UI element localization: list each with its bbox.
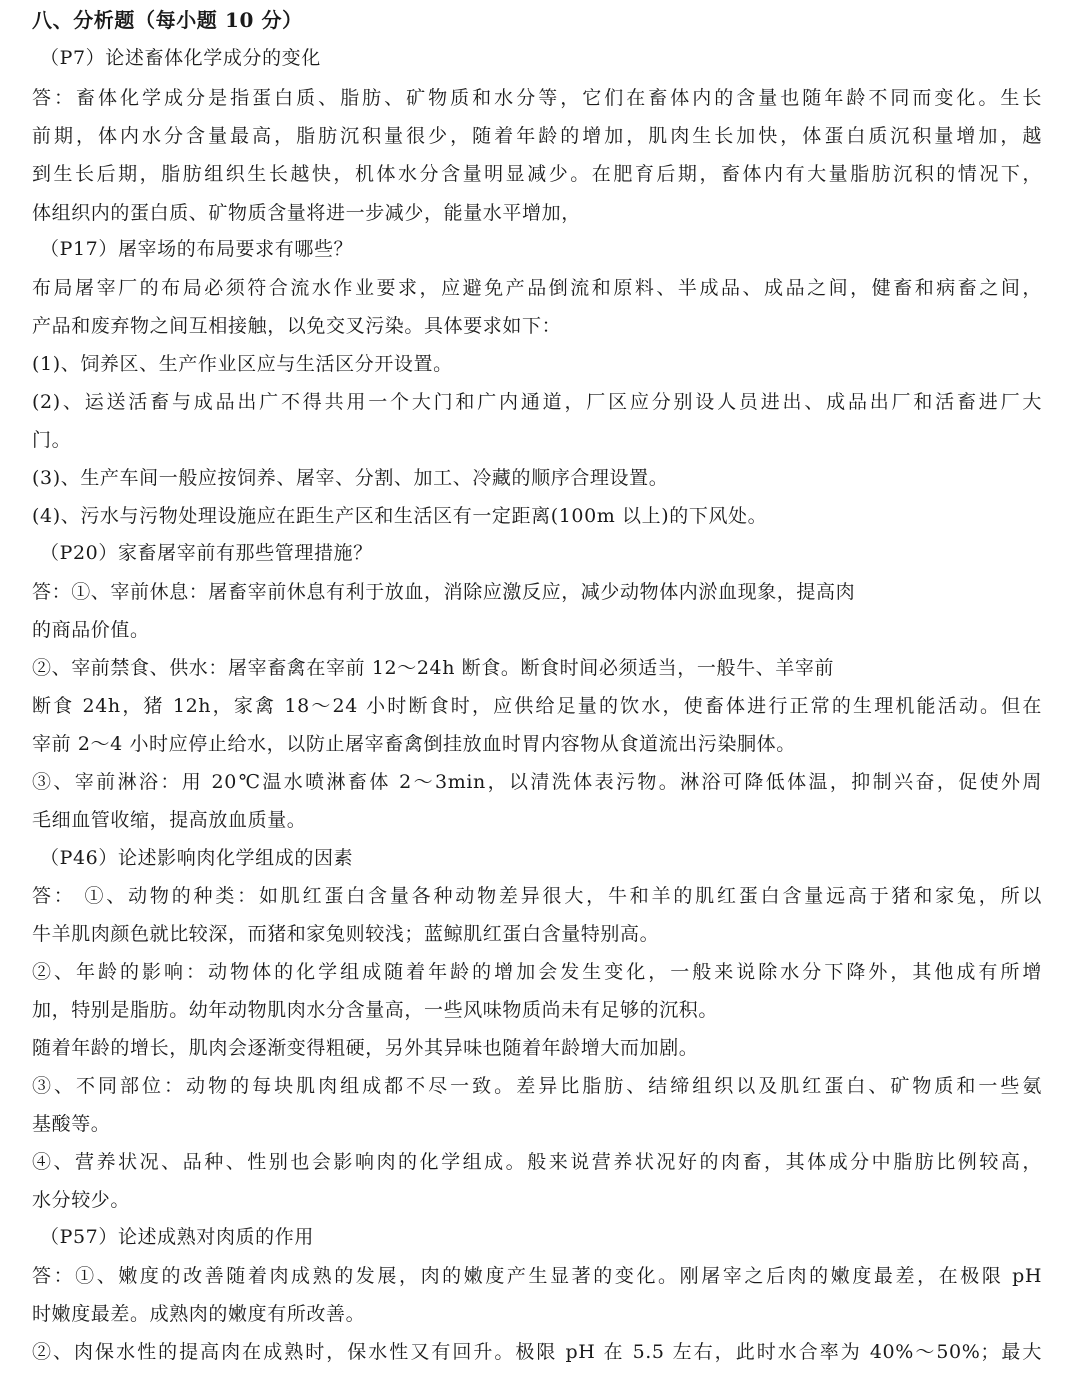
paragraph-line: 随着年龄的增长，肌肉会逐渐变得粗硬，另外其异味也随着年龄增大而加剧。 [32,1037,699,1059]
list-item: (3)、生产车间一般应按饲养、屠宰、分割、加工、冷藏的顺序合理设置。 [32,467,669,489]
paragraph-line: ②、宰前禁食、供水：屠宰畜禽在宰前 12～24h 断食。断食时间必须适当，一般牛、羊宰前 [32,657,835,679]
list-item: (2)、运送活畜与成品出广不得共用一个大门和广内通道，厂区应分别设人员进出、成品出厂和活畜进厂大 [32,391,1042,413]
paragraph-line: 答：畜体化学成分是指蛋白质、脂肪、矿物质和水分等，它们在畜体内的含量也随年龄不同而变化。生长 [32,87,1042,109]
paragraph-line: 布局屠宰厂的布局必须符合流水作业要求，应避免产品倒流和原料、半成品、成品之间，健畜和病畜之间， [32,277,1042,299]
list-item: (1)、饲养区、生产作业区应与生活区分开设置。 [32,353,453,375]
paragraph-line: 加，特别是脂肪。幼年动物肌肉水分含量高，一些风味物质尚未有足够的沉积。 [32,999,719,1021]
paragraph-line: ③、不同部位：动物的每块肌肉组成都不尽一致。差异比脂肪、结缔组织以及肌红蛋白、矿物质和一些氨 [32,1075,1042,1097]
paragraph-line: 体组织内的蛋白质、矿物质含量将进一步减少，能量水平增加， [32,202,581,224]
question-title-p46: （P46）论述影响肉化学组成的因素 [40,847,354,869]
section-heading: 八、分析题（每小题 10 分） [32,8,303,32]
question-title-p7: （P7）论述畜体化学成分的变化 [40,47,321,69]
paragraph-line: ④、营养状况、品种、性别也会影响肉的化学组成。般来说营养状况好的肉畜，其体成分中脂肪比例较高， [32,1151,1042,1173]
paragraph-line: 宰前 2～4 小时应停止给水，以防止屠宰畜禽倒挂放血时胃内容物从食道流出污染胴体。 [32,733,796,755]
question-title-p20: （P20）家畜屠宰前有那些管理措施？ [40,542,373,564]
paragraph-line: 的商品价值。 [32,619,150,641]
list-item: (4)、污水与污物处理设施应在距生产区和生活区有一定距离(100m 以上)的下风处。 [32,505,768,527]
paragraph-line: 门。 [32,429,72,451]
paragraph-line: 时嫩度最差。成熟肉的嫩度有所改善。 [32,1303,366,1325]
paragraph-line: 产品和废弃物之间互相接触，以免交叉污染。具体要求如下： [32,315,562,337]
paragraph-line: ③、宰前淋浴：用 20℃温水喷淋畜体 2～3min，以清洗体表污物。淋浴可降低体温，抑制兴奋，促使外周 [32,771,1042,793]
paragraph-line: 毛细血管收缩，提高放血质量。 [32,809,307,831]
question-title-p17: （P17）屠宰场的布局要求有哪些？ [40,238,354,260]
paragraph-line: ②、肉保水性的提高肉在成熟时，保水性又有回升。极限 pH 在 5.5 左右，此时水合率为 40%～50%；最大 [32,1341,1042,1363]
paragraph-line: 断食 24h，猪 12h，家禽 18～24 小时断食时，应供给足量的饮水，使畜体进行正常的生理机能活动。但在 [32,695,1042,717]
paragraph-line: 答：①、嫩度的改善随着肉成熟的发展，肉的嫩度产生显著的变化。刚屠宰之后肉的嫩度最差，在极限 pH [32,1265,1042,1287]
paragraph-line: 到生长后期，脂肪组织生长越快，机体水分含量明显减少。在肥育后期，畜体内有大量脂肪沉积的情况下， [32,163,1042,185]
paragraph-line: 答： ①、动物的种类：如肌红蛋白含量各种动物差异很大，牛和羊的肌红蛋白含量远高于猪和家兔，所以 [32,885,1042,907]
paragraph-line: ②、年龄的影响：动物体的化学组成随着年龄的增加会发生变化，一般来说除水分下降外，其他成有所增 [32,961,1042,983]
paragraph-line: 水分较少。 [32,1189,131,1211]
question-title-p57: （P57）论述成熟对肉质的作用 [40,1226,314,1248]
paragraph-line: 牛羊肌肉颜色就比较深，而猪和家兔则较浅；蓝鲸肌红蛋白含量特别高。 [32,923,660,945]
paragraph-line: 答：①、宰前休息：屠畜宰前休息有利于放血，消除应激反应，减少动物体内淤血现象，提高肉 [32,581,856,603]
paragraph-line: 前期，体内水分含量最高，脂肪沉积量很少，随着年龄的增加，肌肉生长加快，体蛋白质沉积量增加，越 [32,125,1042,147]
paragraph-line: 基酸等。 [32,1113,111,1135]
